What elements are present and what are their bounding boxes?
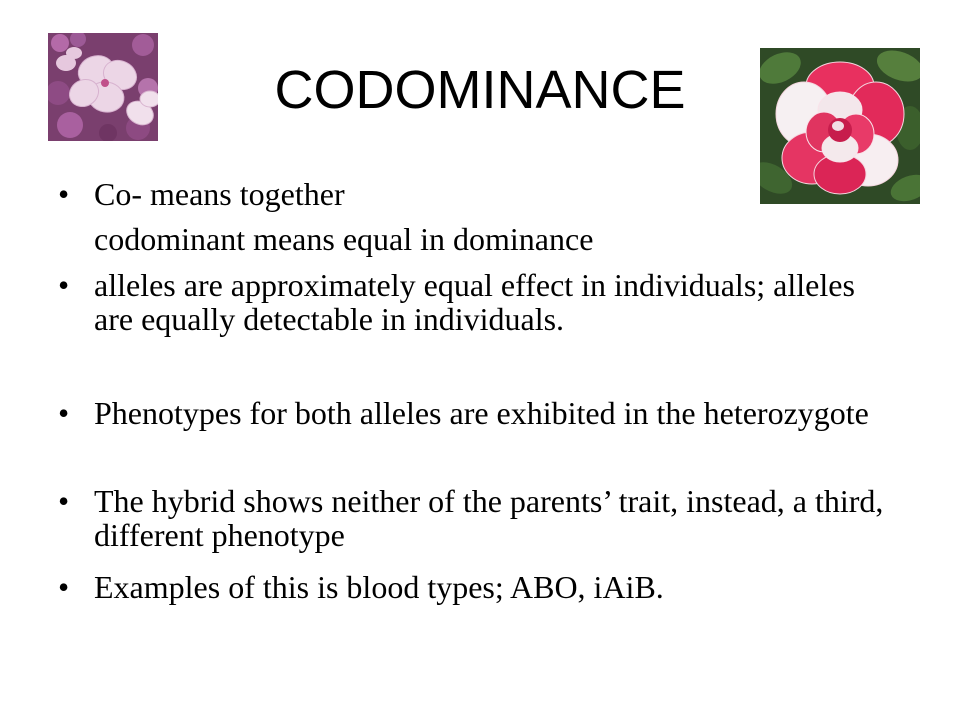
bullet-text: alleles are approximately equal effect in individuals; alleles are equally detectable in individuals. (94, 267, 855, 337)
sub-line-codominant-definition: codominant means equal in dominance (94, 221, 594, 257)
bullet-text: Examples of this is blood types; ABO, iAiB. (94, 569, 664, 605)
bullet-icon: • (58, 176, 70, 212)
bullet-icon: • (58, 395, 70, 431)
bullet-icon: • (58, 267, 70, 303)
slide-title: CODOMINANCE (274, 60, 686, 120)
bullet-icon: • (58, 483, 70, 519)
bullet-text: Co- means together (94, 176, 345, 212)
bullet-text: Phenotypes for both alleles are exhibited in the heterozygote (94, 395, 869, 431)
bullet-icon: • (58, 569, 70, 605)
bullet-text: The hybrid shows neither of the parents’ trait, instead, a third, different phenotype (94, 483, 884, 553)
